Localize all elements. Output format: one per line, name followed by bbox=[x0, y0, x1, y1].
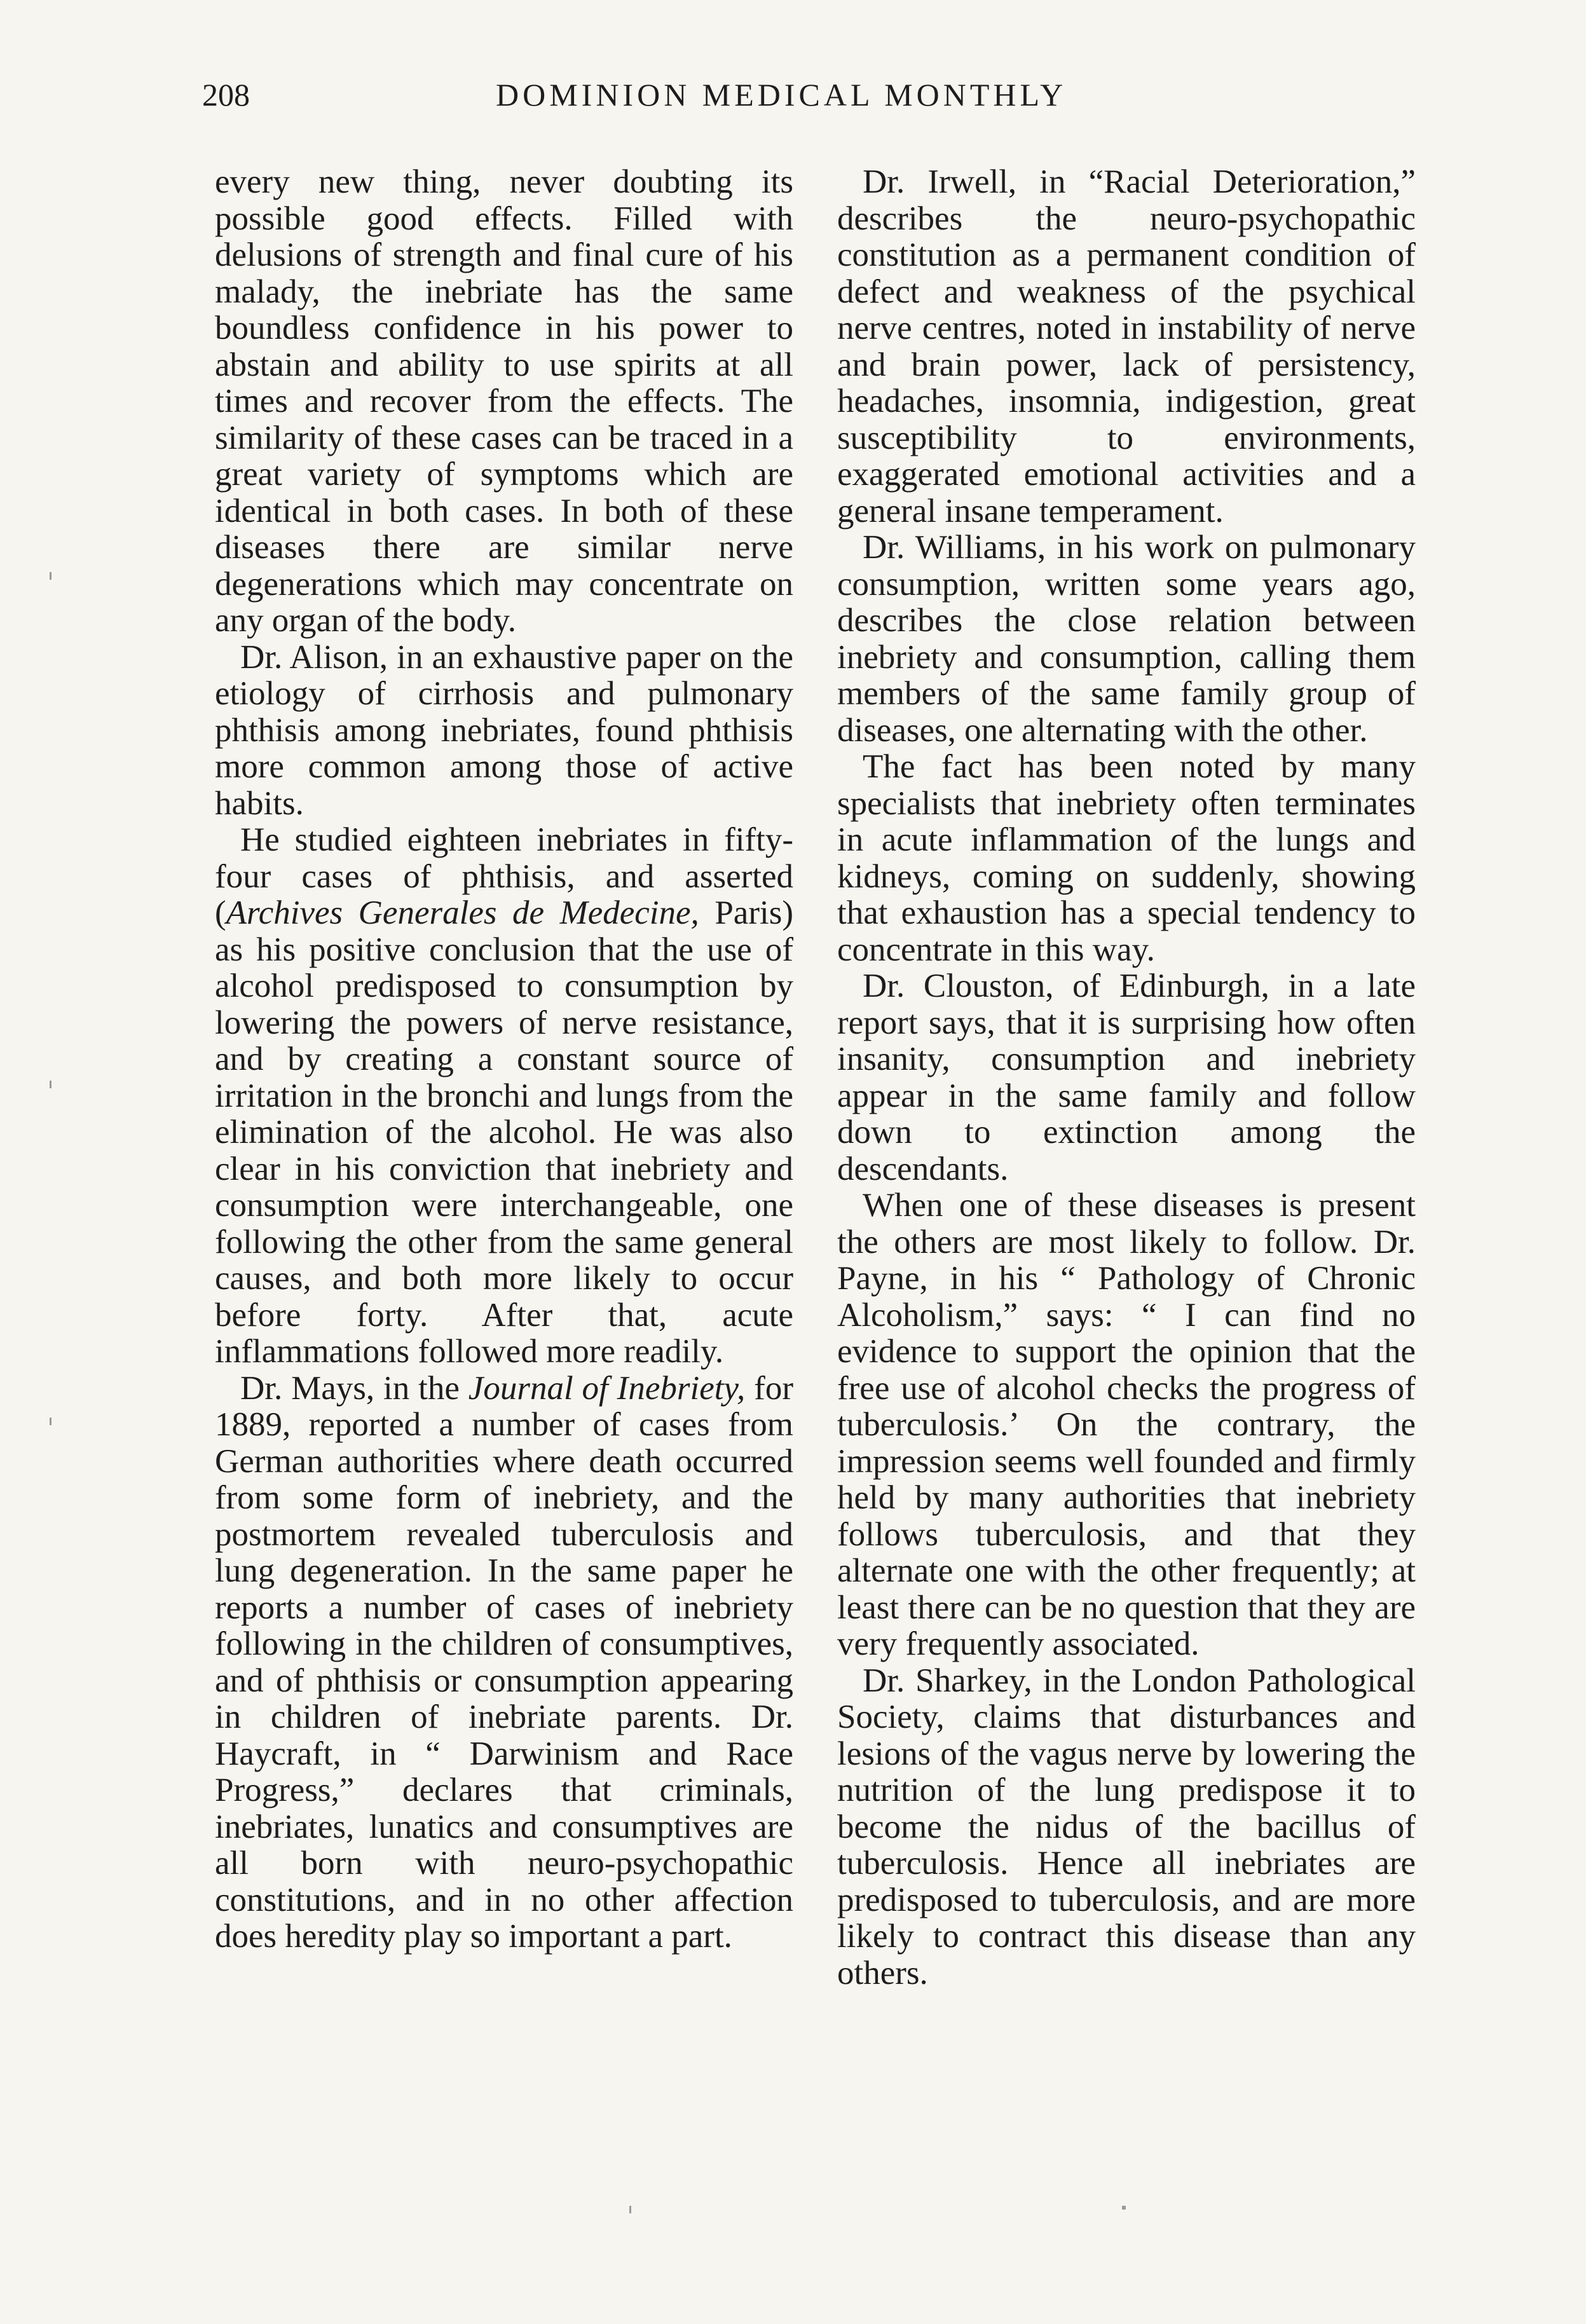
scan-speck bbox=[50, 1081, 51, 1088]
paragraph-text: Paris) as his positive conclusion that the use of alcohol predisposed to consumption by lowering the powers of nerve resistance, and by creating a constant source of irritation in the bronchi and lungs from the elimination of the alcohol. He was also clear in his conviction that inebriety and consumption were interchangeable, one following the other from the same general causes, and both more likely to occur before forty. After that, acute inflammations followed more readily. bbox=[215, 894, 793, 1370]
scan-speck bbox=[50, 572, 51, 580]
paragraph: every new thing, never doubting its possible good effects. Filled with delusions of strength and final cure of his malady, the inebriate has the same boundless confidence in his power to abstain and ability to use spirits at all times and recover from the effects. The similarity of these cases can be traced in a great variety of symptoms which are identical in both cases. In both of these diseases there are similar nerve degenerations which may concentrate on any organ of the body. bbox=[215, 163, 793, 639]
paragraph-text: He studied eighteen inebriates in fifty-four cases of phthisis, and asserted ( bbox=[215, 821, 793, 931]
scan-speck bbox=[50, 1418, 51, 1425]
scan-speck bbox=[1122, 2206, 1126, 2210]
page-number: 208 bbox=[202, 77, 250, 113]
paragraph-text: Dr. Mays, in the bbox=[240, 1369, 468, 1407]
paragraph: Dr. Sharkey, in the London Pathological Society, claims that disturbances and lesions of the vagus nerve by lowering the nutrition of the lung predispose it to become the nidus of the bacillus of tuberculosis. Hence all inebriates are predisposed to tuberculosis, and are more likely to contract this disease than any others. bbox=[837, 1662, 1416, 1992]
paragraph bbox=[215, 822, 793, 1370]
paragraph: Dr. Williams, in his work on pulmonary consumption, written some years ago, describes the close relation between inebriety and consumption, calling them members of the same family group of diseases, one alternating with the other. bbox=[837, 529, 1416, 749]
paragraph-text: for 1889, reported a number of cases from German authorities where death occurred from some form of inebriety, and the postmortem revealed tuberculosis and lung degeneration. In the same paper he reports a number of cases of inebriety following in the children of consumptives, and of phthisis or consumption appearing in children of inebriate parents. Dr. Haycraft, in “ Darwinism and Race Progress,” declares that criminals, inebriates, lunatics and consumptives are all born with neuro-psychopathic constitutions, and in no other affection does heredity play so important a part. bbox=[215, 1369, 793, 1955]
right-column bbox=[837, 164, 1416, 1992]
paragraph bbox=[215, 1370, 793, 1955]
paragraph: The fact has been noted by many specialists that inebriety often terminates in acute inflammation of the lungs and kidneys, coming on suddenly, showing that exhaustion has a special tendency to concentrate in this way. bbox=[837, 748, 1416, 968]
journal-title-italic: Journal of Inebriety, bbox=[468, 1369, 746, 1407]
paragraph: Dr. Irwell, in “Racial Deterioration,” describes the neuro-psychopathic constitution as a permanent condition of defect and weakness of the psychical nerve centres, noted in instability of nerve and brain power, lack of persistency, headaches, insomnia, indigestion, great susceptibility to environments, exaggerated emotional activities and a general insane temperament. bbox=[837, 163, 1416, 530]
paragraph: Dr. Alison, in an exhaustive paper on the etiology of cirrhosis and pulmonary phthisis among inebriates, found phthisis more common among those of active habits. bbox=[215, 638, 793, 822]
paragraph: Dr. Clouston, of Edinburgh, in a late report says, that it is surprising how often insanity, consumption and inebriety appear in the same family and follow down to extinction among the descendants. bbox=[837, 967, 1416, 1187]
running-title: DOMINION MEDICAL MONTHLY bbox=[496, 77, 1067, 113]
scan-speck bbox=[629, 2206, 631, 2213]
left-column bbox=[215, 164, 793, 1955]
paragraph: When one of these diseases is present the others are most likely to follow. Dr. Payne, in his “ Pathology of Chronic Alcoholism,” says: “ I can find no evidence to support the opinion that the free use of alcohol checks the progress of tuberculosis.’ On the contrary, the impression seems well founded and firmly held by many authorities that inebriety follows tuberculosis, and that they alternate one with the other frequently; at least there can be no question that they are very frequently associated. bbox=[837, 1187, 1416, 1662]
citation-italic: Archives Generales de Medecine, bbox=[226, 894, 699, 931]
